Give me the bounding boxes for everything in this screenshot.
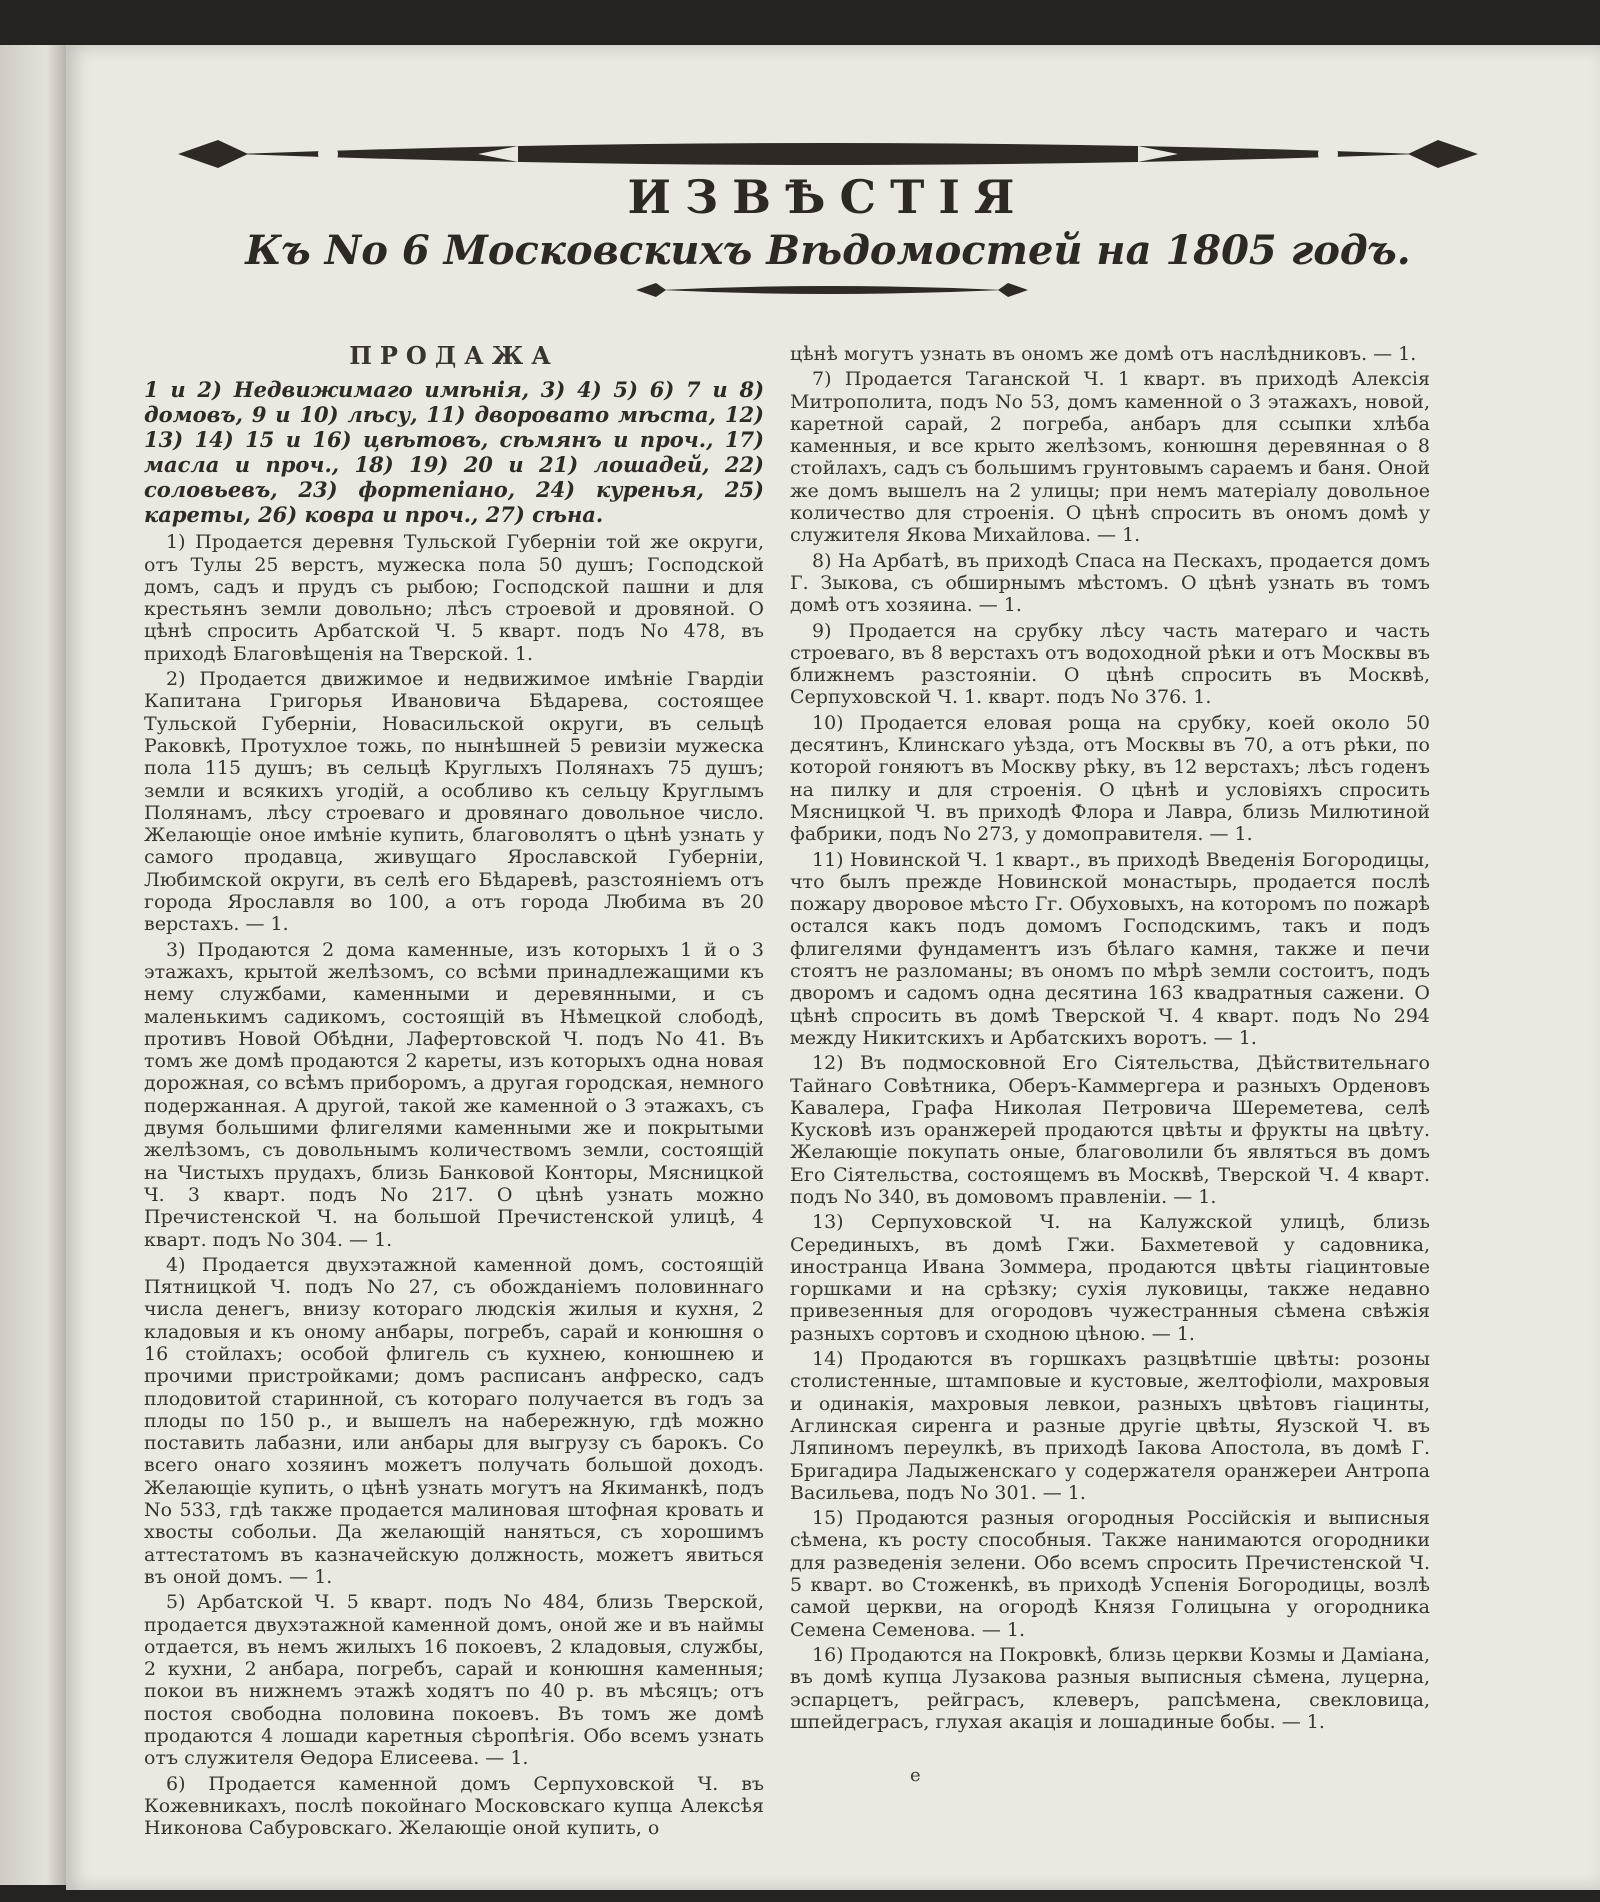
page-subtitle: Къ No 6 Московскихъ Вѣдомостей на 1805 годъ. [245,227,1411,274]
ad-paragraph: 16) Продаются на Покровкѣ, близь церкви Козмы и Даміана, въ домѣ купца Лузакова разныя выписныя сѣмена, луцерна, эспарцетъ, рейграсъ, клеверъ, рапсѣмена, свекловица, шпейдеграсъ, глухая акація и лошадиные бобы. — 1. [790,1643,1430,1733]
right-column [790,343,1430,1736]
ad-paragraph: 7) Продается Таганской Ч. 1 кварт. въ приходѣ Алексія Митрополита, подъ No 53, домъ каменной о 3 этажахъ, новой, каретной сарай, 2 погреба, анбаръ для ссыпки хлѣба каменныя, и все крыто желѣзомъ, конюшня деревянная о 8 стойлахъ, садъ съ большимъ грунтовымъ сараемъ и баня. Оной же домъ вышелъ на 2 улицы; при немъ матеріалу довольное количество для строенія. О цѣнѣ спросить въ ономъ домѣ у служителя Якова Михайлова. — 1. [790,368,1430,547]
ad-paragraph: 11) Новинской Ч. 1 кварт., въ приходѣ Введенія Богородицы, что былъ прежде Новинской монастырь, продается послѣ пожару дворовое мѣсто Гг. Обуховыхъ, на которомъ по пожарѣ остался какъ подъ домомъ Господскимъ, такъ и подъ флигелями фундаментъ изъ бѣлаго камня, также и печи стоятъ не разломаны; въ ономъ по мѣрѣ земли состоитъ, подъ дворомъ и садомъ одна десятина 163 квадратныя сажени. О цѣнѣ спросить въ домѣ Тверской Ч. 4 кварт. подъ No 294 между Никитскихъ и Арбатскихъ воротъ. — 1. [790,848,1430,1049]
ad-paragraph: 1) Продается деревня Тульской Губерніи той же округи, отъ Тулы 25 верстъ, мужеска пола 50 душъ; Господской домъ, садъ и прудъ съ рыбою; Господской пашни и для крестьянъ земли довольно; лѣсъ строевой и дровяной. О цѣнѣ спросить Арбатской Ч. 5 кварт. подъ No 478, въ приходѣ Благовѣщенія на Тверской. 1. [144,531,764,665]
ad-paragraph: 12) Въ подмосковной Его Сіятельства, Дѣйствительнаго Тайнаго Совѣтника, Оберъ-Каммергера и разныхъ Орденовъ Кавалера, Графа Николая Петровича Шереметева, селѣ Кусковѣ изъ оранжерей продаются цвѣты и фрукты на цвѣту. Желающіе покупать оные, благоволили бъ являться въ домъ Его Сіятельства, состоящемъ въ Москвѣ, Тверской Ч. 4 кварт. подъ No 340, въ домовомъ правленіи. — 1. [790,1052,1430,1208]
ad-paragraph: 8) На Арбатѣ, въ приходѣ Спаса на Пескахъ, продается домъ Г. Зыкова, съ обширнымъ мѣстомъ. О цѣнѣ узнать въ томъ домѣ отъ хозяина. — 1. [790,549,1430,617]
left-page-edge [0,45,66,1885]
ad-paragraph: 2) Продается движимое и недвижимое имѣніе Гвардіи Капитана Григорья Ивановича Бѣдарева, состоящее Тульской Губерніи, Новасильской округи, въ сельцѣ Раковкѣ, Протухлое тожь, по нынѣшней 5 ревизіи мужеска пола 115 душъ; въ сельцѣ Круглыхъ Полянахъ 75 душъ; земли и всякихъ угодій, а особливо къ сельцу Круглымъ Полянамъ, лѣсу строеваго и дровянаго довольное число. Желающіе оное имѣніе купить, благоволятъ о цѣнѣ узнать у самого продавца, живущаго Ярославской Губерніи, Любимской округи, въ селѣ его Бѣдаревѣ, разстояніемъ отъ города Ярославля во 100, а отъ города Любима въ 20 верстахъ. — 1. [144,668,764,936]
section-heading: ПРОДАЖА [349,341,559,370]
ad-paragraph: 3) Продаются 2 дома каменные, изъ которыхъ 1 й о 3 этажахъ, крытой желѣзомъ, со всѣми принадлежащими къ нему службами, каменными и деревянными, и съ маленькимъ садикомъ, состоящій въ Нѣмецкой слободѣ, противъ Новой Обѣдни, Лафертовской Ч. подъ No 41. Въ томъ же домѣ продаются 2 кареты, изъ которыхъ одна новая дорожная, со всѣмъ приборомъ, а другая городская, немного подержанная. А другой, такой же каменной о 3 этажахъ, съ двумя большими флигелями каменными же и покрытыми желѣзомъ, съ довольнымъ количествомъ земли, состоящій на Чистыхъ прудахъ, близь Банковой Конторы, Мясницкой Ч. 3 кварт. подъ No 217. О цѣнѣ узнать можно Пречистенской Ч. на большой Пречистенской улицѣ, 4 кварт. подъ No 304. — 1. [144,938,764,1251]
ad-paragraph: 15) Продаются разныя огородныя Россійскія и выписныя сѣмена, къ росту способныя. Также нанимаются огородники для разведенія зелени. Обо всемъ спросить Пречистенской Ч. 5 кварт. во Стоженкѣ, въ приходѣ Успенія Богородицы, возлѣ самой церкви, на огородѣ Князя Голицына у огородника Семена Семенова. — 1. [790,1507,1430,1641]
ad-paragraph: 4) Продается двухэтажной каменной домъ, состоящій Пятницкой Ч. подъ No 27, съ обожданіемъ половиннаго числа денегъ, внизу котораго людскія жилыя и кухня, 2 кладовыя и къ оному анбары, погребъ, сарай и конюшня о 16 стойлахъ; особой флигель съ кухнею, конюшнею и прочими пристройками; домъ расписанъ анфреско, садъ плодовитой старинной, съ котораго получается въ годъ за плоды по 150 р., и вышелъ на набережную, гдѣ можно поставить лабазни, или анбары для выгрузу съ барокъ. Со всего онаго хозяинъ можетъ получать большой доходъ. Желающіе купить, о цѣнѣ узнать могутъ на Якиманкѣ, подъ No 533, гдѣ также продается малиновая штофная кровать и хвосты собольи. Да желающій наняться, съ хорошимъ аттестатомъ въ казначейскую должность, можетъ явиться въ оной домъ. — 1. [144,1253,764,1588]
ad-paragraph: цѣнѣ могутъ узнать въ ономъ же домѣ отъ наслѣдниковъ. — 1. [790,343,1417,365]
title-rule [636,280,1028,300]
page-title: ИЗВѢСТІЯ [627,170,1029,224]
ad-paragraph: 6) Продается каменной домъ Серпуховской Ч. въ Кожевникахъ, послѣ покойнаго Московскаго купца Алексѣя Никонова Сабуровскаго. Желающіе оной купить, о [144,1772,764,1840]
category-index: 1 и 2) Недвижимаго имѣнія, 3) 4) 5) 6) 7 и 8) домовъ, 9 и 10) лѣсу, 11) дворовато мѣста, 12) 13) 14) 15 и 16) цвѣтовъ, сѣмянъ и проч., 17) масла и проч., 18) 19) 20 и 21) лошадей, 22) соловьевъ, 23) фортепіано, 24) куренья, 25) кареты, 26) ковра и проч., 27) сѣна. [144,377,764,528]
ad-paragraph: 9) Продается на срубку лѣсу часть матераго и часть строеваго, въ 8 верстахъ отъ водоходной рѣки и отъ Москвы въ ближнемъ разстояніи. О цѣнѣ спросить въ Москвѣ, Серпуховской Ч. 1. кварт. подъ No 376. 1. [790,619,1430,709]
ad-paragraph: 13) Серпуховской Ч. на Калужской улицѣ, близь Серединыхъ, въ домѣ Гжи. Бахметевой у садовника, иностранца Ивана Зоммера, продаются цвѣты гіацинтовые горшками и на срѣзку; сухія луковицы, также недавно привезенныя для огородовъ чужестранныя сѣмена свѣжія разныхъ сортовъ и сходною цѣною. — 1. [790,1211,1430,1345]
ad-paragraph: 5) Арбатской Ч. 5 кварт. подъ No 484, близь Тверской, продается двухэтажной каменной домъ, оной же и въ наймы отдается, въ немъ жилыхъ 16 покоевъ, 2 кладовыя, службы, 2 кухни, 2 анбара, погребъ, сарай и конюшня каменныя; покои въ нижнемъ этажѣ ходятъ по 40 р. въ мѣсяцъ; отъ постоя свободна половина покоевъ. Въ томъ же домѣ продаются 4 лошади каретныя сѣропѣгія. Обо всемъ узнать отъ служителя Ѳедора Елисеева. — 1. [144,1591,764,1770]
newspaper-page [66,45,1600,1890]
left-column [144,341,764,1843]
ad-paragraph: 14) Продаются въ горшкахъ разцвѣтшіе цвѣты: розоны столистенные, штамповые и кустовые, желтофіоли, махровыя и одинакія, махровыя левкои, разныхъ цвѣтовъ гіацинты, Аглинская сиренга и разные другіе цвѣты, Яузской Ч. въ Ляпиномъ переулкѣ, въ приходѣ Іакова Апостола, въ домѣ Г. Бригадира Ладыженскаго у содержателя оранжереи Антропа Васильева, подъ No 301. — 1. [790,1348,1430,1504]
signature-mark: е [910,1765,921,1786]
ad-paragraph: 10) Продается еловая роща на срубку, коей около 50 десятинъ, Клинскаго уѣзда, отъ Москвы въ 70, а отъ рѣки, по которой гоняютъ въ Москву рѣку, въ 12 верстахъ; лѣсъ годенъ на пилку и для строенія. О цѣнѣ и условіяхъ спросить Мясницкой Ч. въ приходѣ Флора и Лавра, близь Милютиной фабрики, подъ No 273, у домоправителя. — 1. [790,711,1430,846]
